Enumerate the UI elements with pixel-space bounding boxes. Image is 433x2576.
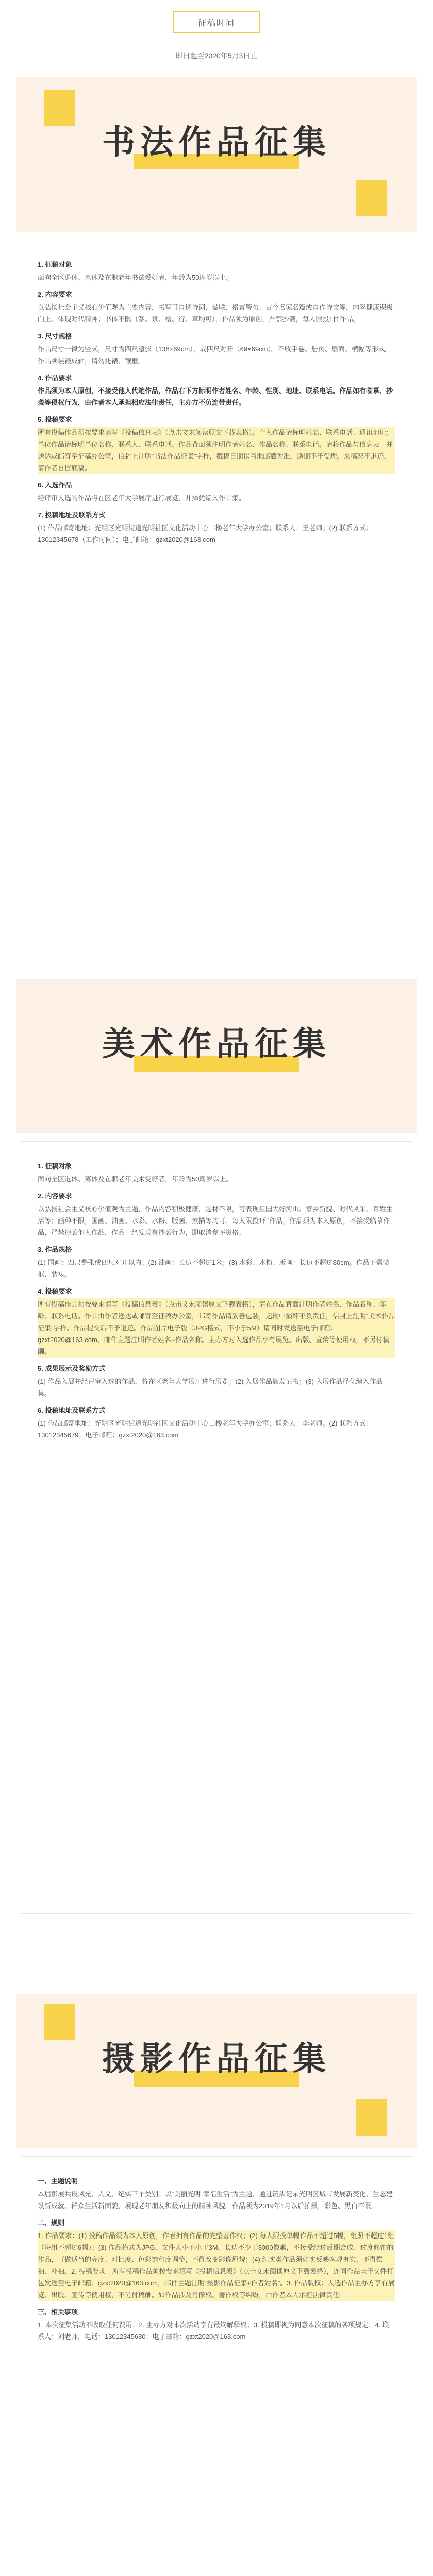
section-text: (1) 作品邮寄地址：光明区光明街道光明社区文化活动中心二楼老年大学办公室；联系人：李老师。(2) 联系方式：13012345679；电子邮箱：gzxt2020@163.com: [38, 1419, 373, 1439]
photo-title: 摄影作品征集: [102, 2040, 331, 2077]
section-heading: 6. 入选作品: [38, 481, 72, 489]
calligraphy-title: 书法作品征集: [102, 124, 331, 161]
section-heading: 三、相关事项: [38, 2308, 78, 2316]
deadline-tag-label: 征稿时间: [197, 19, 235, 28]
section-text: (1) 作品入展并经评审入选的作品，将在区老年大学展厅进行展览；(2) 入展作品颁发证书；(3) 入展作品择优编入作品集。: [38, 1378, 383, 1397]
photo-content-card: [21, 2156, 412, 2576]
deadline-date: 即日起至2020年5月3日止: [175, 52, 258, 60]
section-text: 所有投稿作品须按要求填写《投稿信息表》（点击文末阅读原文下载表格）。个人作品请标明姓名、联系电话、通讯地址；单位作品请标明单位名称、联系人、联系电话。作品背面须注明作者姓名、作品名称、联系电话。请将作品与信息表一并送达或邮寄至征稿办公室，信封上注明“书法作品征集”字样，截稿日期以当地邮戳为准，逾期不予受理。来稿恕不退还，请作者自留底稿。: [38, 427, 395, 474]
section-text: 所有投稿作品须按要求填写《投稿信息表》（点击文末阅读原文下载表格），请在作品背面注明作者姓名、作品名称、年龄、联系电话。作品由作者送达或邮寄至征稿办公室，邮寄作品请妥善包装，运输中损坏不负责任，信封上注明“美术作品征集”字样。作品提交后不予退还。作品图片电子版（JPG格式，不小于5M）请同时发送至电子邮箱：gzxt2020@163.com，邮件主题注明作者姓名+作品名称。主办方对入选作品享有展览、出版、宣传等使用权，不另付稿酬。: [38, 1298, 395, 1358]
section-text: 面向全区退休、离休及在职老年美术爱好者，年龄为50周岁以上。: [38, 1175, 233, 1183]
section-heading: 1. 征稿对象: [38, 261, 72, 268]
section-heading: 1. 征稿对象: [38, 1162, 72, 1170]
section-text: 经评审入选的作品将在区老年大学展厅进行展览，并择优编入作品集。: [38, 494, 246, 502]
banner-corner-decoration: [356, 2099, 387, 2136]
section-heading: 7. 投稿地址及联系方式: [38, 511, 106, 519]
calligraphy-content-card: [21, 240, 412, 909]
section-text: (1) 作品邮寄地址：光明区光明街道光明社区文化活动中心二楼老年大学办公室；联系人：王老师。(2) 联系方式：13012345678（工作时间）；电子邮箱：gzxt2020@163.com: [38, 524, 373, 544]
section-heading: 6. 投稿地址及联系方式: [38, 1406, 106, 1414]
section-heading: 2. 内容要求: [38, 291, 72, 298]
section-heading: 4. 作品要求: [38, 374, 72, 382]
section-text: 作品须为本人原创，不接受他人代笔作品，作品右下方标明作者姓名、年龄、性别、地址、联系电话。作品如有临摹、抄袭等侵权行为，由作者本人承担相应法律责任，主办方不负连带责任。: [38, 387, 393, 406]
section-heading: 二、规则: [38, 2219, 65, 2227]
section-heading: 3. 尺寸规格: [38, 332, 72, 340]
fine-art-title: 美术作品征集: [102, 1025, 331, 1062]
section-text: 作品尺寸一律为竖式，尺寸为四尺整张（138×69cm），或四尺对开（69×69cm）。不收手卷、册页、扇面、横幅等形式。作品须装裱成轴，请勿托裱、镶框。: [38, 345, 392, 365]
section-heading: 5. 成果展示及奖励方式: [38, 1365, 106, 1372]
section-text: 1. 本次征集活动不收取任何费用；2. 主办方对本次活动享有最终解释权；3. 投稿即视为同意本次征稿的各项规定；4. 联系人：刘老师，电话：13012345680；电子邮箱：gzxt2020@163.com: [38, 2321, 389, 2341]
section-heading: 4. 投稿要求: [38, 1287, 72, 1295]
deadline-tag: [173, 11, 260, 33]
section-text: 以弘扬社会主义核心价值观为主要内容，书写可自选诗词、楹联、格言警句、古今名家名篇或自作诗文等，内容健康积极向上、体现时代精神；书体不限（篆、隶、楷、行、草均可），作品须为原创，严禁抄袭，每人限投1件作品。: [38, 303, 393, 323]
section-text: 本届影展共设风光、人文、纪实三个类别。以“美丽光明·幸福生活”为主题，通过镜头记录光明区城市发展新变化、生态建设新成就、群众生活新面貌，展现老年朋友积极向上的精神风貌。作品须为2019年1月以后拍摄，彩色、黑白不限。: [38, 2190, 393, 2210]
banner-corner-decoration: [356, 180, 387, 216]
section-heading: 5. 投稿要求: [38, 416, 72, 423]
section-heading: 3. 作品规格: [38, 1246, 72, 1253]
section-text: 以弘扬社会主义核心价值观为主题，作品内容积极健康，题材不限，可表现祖国大好河山、家乡新貌、时代风采、百姓生活等；画种不限，国画、油画、水彩、水粉、版画、素描等均可。每人限投1件作品，作品须为本人原创，不接受临摹作品，严禁抄袭他人作品，作品一经发现有抄袭行为，即取消参评资格。: [38, 1205, 393, 1236]
section-text: (1) 国画：四尺整张或四尺对开以内；(2) 油画：长边不超过1米；(3) 水彩、水粉、版画：长边不超过80cm。作品不需装框、装裱。: [38, 1259, 390, 1278]
section-heading: 2. 内容要求: [38, 1192, 72, 1200]
section-text: 面向全区退休、离休及在职老年书法爱好者，年龄为50周岁以上。: [38, 274, 233, 281]
section-heading: 一、主题说明: [38, 2177, 78, 2185]
section-text: 1. 作品要求：(1) 投稿作品须为本人原创，作者拥有作品的完整著作权；(2) 每人限投单幅作品不超过5幅，组照不超过1组（每组不超过6幅）；(3) 作品格式为JPG，文件大小不小于3M，长边不少于3000像素，不接受经过后期合成、过度修饰的作品，可做适当的亮度、对比度、色彩饱和度调整，不得改变影像原貌；(4) 纪实类作品须如实反映客观事实，不得摆拍、补拍。2. 投稿要求：所有投稿作品须按要求填写《投稿信息表》（点击文末阅读原文下载表格），连同作品电子文件打包发送至电子邮箱：gzxt2020@163.com，邮件主题注明“摄影作品征集+作者姓名”。3. 作品版权：入选作品主办方享有展览、出版、宣传等使用权，不另付稿酬。如作品涉及肖像权、著作权等纠纷，由作者本人承担法律责任。: [38, 2230, 395, 2301]
fine-art-content-card: [21, 1141, 412, 1914]
